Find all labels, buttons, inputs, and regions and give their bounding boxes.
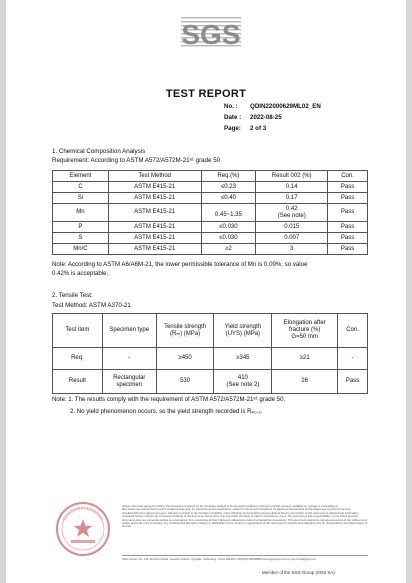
req-cell: ≥2 (201, 244, 256, 255)
specimen-cell: - (102, 348, 156, 370)
column-header (272, 314, 338, 348)
section1-note-line1: Note: According to ASTM A6/A6M-21, the lower permissible tolerance of Mn is 0.09%, so value (52, 261, 308, 268)
specimen-line: Rectangular (113, 374, 146, 381)
req-cell: ≤0.030 (201, 222, 256, 233)
report-number: QDIN22000629ML02_EN (250, 103, 321, 110)
table-row (53, 244, 368, 255)
req-cell: ≤0.23 (201, 182, 256, 193)
result-cell: 0.14 (256, 182, 328, 193)
table-row (53, 204, 368, 222)
table-header-row (53, 314, 368, 348)
table-row (53, 370, 368, 394)
column-header-line: fracture (%) (289, 327, 321, 333)
con-cell: Pass (338, 370, 368, 394)
item-cell: Result (53, 370, 103, 394)
column-header-line: Yield strength (224, 323, 262, 330)
con-cell: Pass (328, 193, 368, 204)
yield-note: (See note 2) (226, 381, 260, 388)
column-header: Con. (328, 171, 368, 182)
column-header: Element (53, 171, 109, 182)
column-header: Result 002 (%) (256, 171, 328, 182)
column-header: Con. (338, 314, 368, 348)
req-cell: ≤0.030 (201, 233, 256, 244)
section1-heading: 1. Chemical Composition Analysis (52, 148, 146, 155)
column-header-line: Tensile strength (164, 323, 207, 330)
footer-divider (122, 555, 368, 556)
legal-fine-print: Unless otherwise agreed in writing, this document is issued by the Company subject to its General Conditions of Service printed overleaf, available on request or accessible at http://www.sgs.com/en/Terms-and-Conditions.aspx and, for electronic format documents, subject to Terms and Conditions for Electronic Documents at http://www.sgs.com/en/Terms-and-Conditions/Terms-e-Document.aspx. Attention is drawn to the limitation of liability, indemnification and jurisdiction issues defined therein. Any holder of this document is advised that information contained hereon reflects the Company's findings at the time of its intervention only and within the limits of Client's instructions, if any. The Company's sole responsibility is to its Client and this document does not exonerate parties to a transaction from exercising all their rights and obligations under the transaction documents. This document cannot be reproduced except in full, without prior written approval of the Company. Any unauthorized alteration, forgery or falsification of the content or appearance of this document is unlawful and offenders may be prosecuted to the fullest extent of the law. (122, 504, 368, 529)
column-header: Test item (53, 314, 103, 348)
con-cell: Pass (328, 233, 368, 244)
report-date: 2022-08-25 (250, 114, 282, 121)
table-row (53, 222, 368, 233)
chemical-composition-table (52, 170, 368, 255)
method-cell: ASTM E415-21 (108, 193, 201, 204)
report-title: TEST REPORT (165, 88, 247, 100)
con-cell: Pass (328, 222, 368, 233)
table-row (53, 193, 368, 204)
report-meta (224, 101, 321, 134)
con-cell: Pass (328, 244, 368, 255)
result-cell (256, 204, 328, 222)
section1-note-line2: 0.42% is acceptable. (52, 270, 109, 277)
result-cell: 0.015 (256, 222, 328, 233)
report-date-row (224, 112, 321, 123)
svg-text:SGS: SGS (181, 19, 241, 50)
result-note: (See note) (277, 212, 306, 219)
sgs-logo (179, 14, 243, 52)
section1-requirement: Requirement: According to ASTM A572/A572M-21ᵉ¹ grade 50 (52, 157, 221, 164)
elongation-cell: 26 (272, 370, 338, 394)
item-cell: Req. (53, 348, 103, 370)
column-header-line: (UYS) (MPa) (225, 330, 261, 337)
tensile-cell: ≥450 (156, 348, 214, 370)
column-header: Req.(%) (201, 171, 256, 182)
method-cell: ASTM E415-21 (108, 222, 201, 233)
con-cell: Pass (328, 182, 368, 193)
elongation-cell: ≥21 (272, 348, 338, 370)
con-cell: Pass (328, 204, 368, 222)
result-cell: 3 (256, 244, 328, 255)
specimen-cell (102, 370, 156, 394)
column-header (156, 314, 214, 348)
req-cell: 0.45~1.35 (201, 204, 256, 222)
report-number-row (224, 101, 321, 112)
method-cell: ASTM E415-21 (108, 204, 201, 222)
result-cell: 0.17 (256, 193, 328, 204)
section2-note1: Note: 1. The results comply with the requirement of ASTM A572/A572M-21ᵉ¹ grade 50. (52, 396, 286, 403)
specimen-line: specimen (116, 381, 143, 388)
method-cell: ASTM E415-21 (108, 244, 201, 255)
tensile-cell: 530 (156, 370, 214, 394)
element-cell: Si (53, 193, 109, 204)
method-cell: ASTM E415-21 (108, 182, 201, 193)
company-seal (54, 500, 112, 558)
con-cell: - (338, 348, 368, 370)
page-number-row (224, 123, 321, 134)
sgs-logo-icon (179, 14, 243, 52)
yield-value: 410 (237, 374, 248, 381)
yield-cell: ≥345 (214, 348, 272, 370)
group-membership: Member of the SGS Group (SGS SA) (262, 570, 335, 575)
method-cell: ASTM E415-21 (108, 233, 201, 244)
company-address: SGS Center, No. 143, Zhuzhou Road, Laoshan District, Qingdao, Shandong, China 266101 t (86-532)-68999888 www.sgsgroup.com.cn sgs.china@sgs.com (122, 557, 317, 561)
element-cell: C (53, 182, 109, 193)
table-row (53, 233, 368, 244)
element-cell: P (53, 222, 109, 233)
table-row (53, 182, 368, 193)
element-cell: Mn/C (53, 244, 109, 255)
page-number-label: Page: (224, 125, 241, 132)
yield-cell (214, 370, 272, 394)
column-header-line: Elongation after (283, 320, 326, 326)
tensile-test-table (52, 313, 368, 394)
result-cell: 0.007 (256, 233, 328, 244)
seal-icon (54, 500, 112, 558)
section2-note2: 2. No yield phenomenon occurs, so the yield strength recorded is Rₚ₀.₂. (70, 408, 263, 415)
column-header: Test Method (108, 171, 201, 182)
column-header-line: G=50 mm (291, 334, 318, 340)
page-number: 2 of 3 (250, 125, 267, 132)
table-header-row (53, 171, 368, 182)
req-cell: ≤0.40 (201, 193, 256, 204)
report-page (6, 0, 406, 583)
column-header-line: (Rₘ) (MPa) (170, 330, 201, 337)
column-header (214, 314, 272, 348)
element-cell: Mn (53, 204, 109, 222)
report-number-label: No. : (224, 103, 238, 110)
result-value: 0.42 (285, 205, 298, 212)
report-date-label: Date : (224, 114, 242, 121)
section2-method: Test Method: ASTM A370-21 (52, 302, 131, 309)
table-row (53, 348, 368, 370)
column-header: Specimen type (102, 314, 156, 348)
section2-heading: 2. Tensile Test: (52, 292, 93, 299)
element-cell: S (53, 233, 109, 244)
